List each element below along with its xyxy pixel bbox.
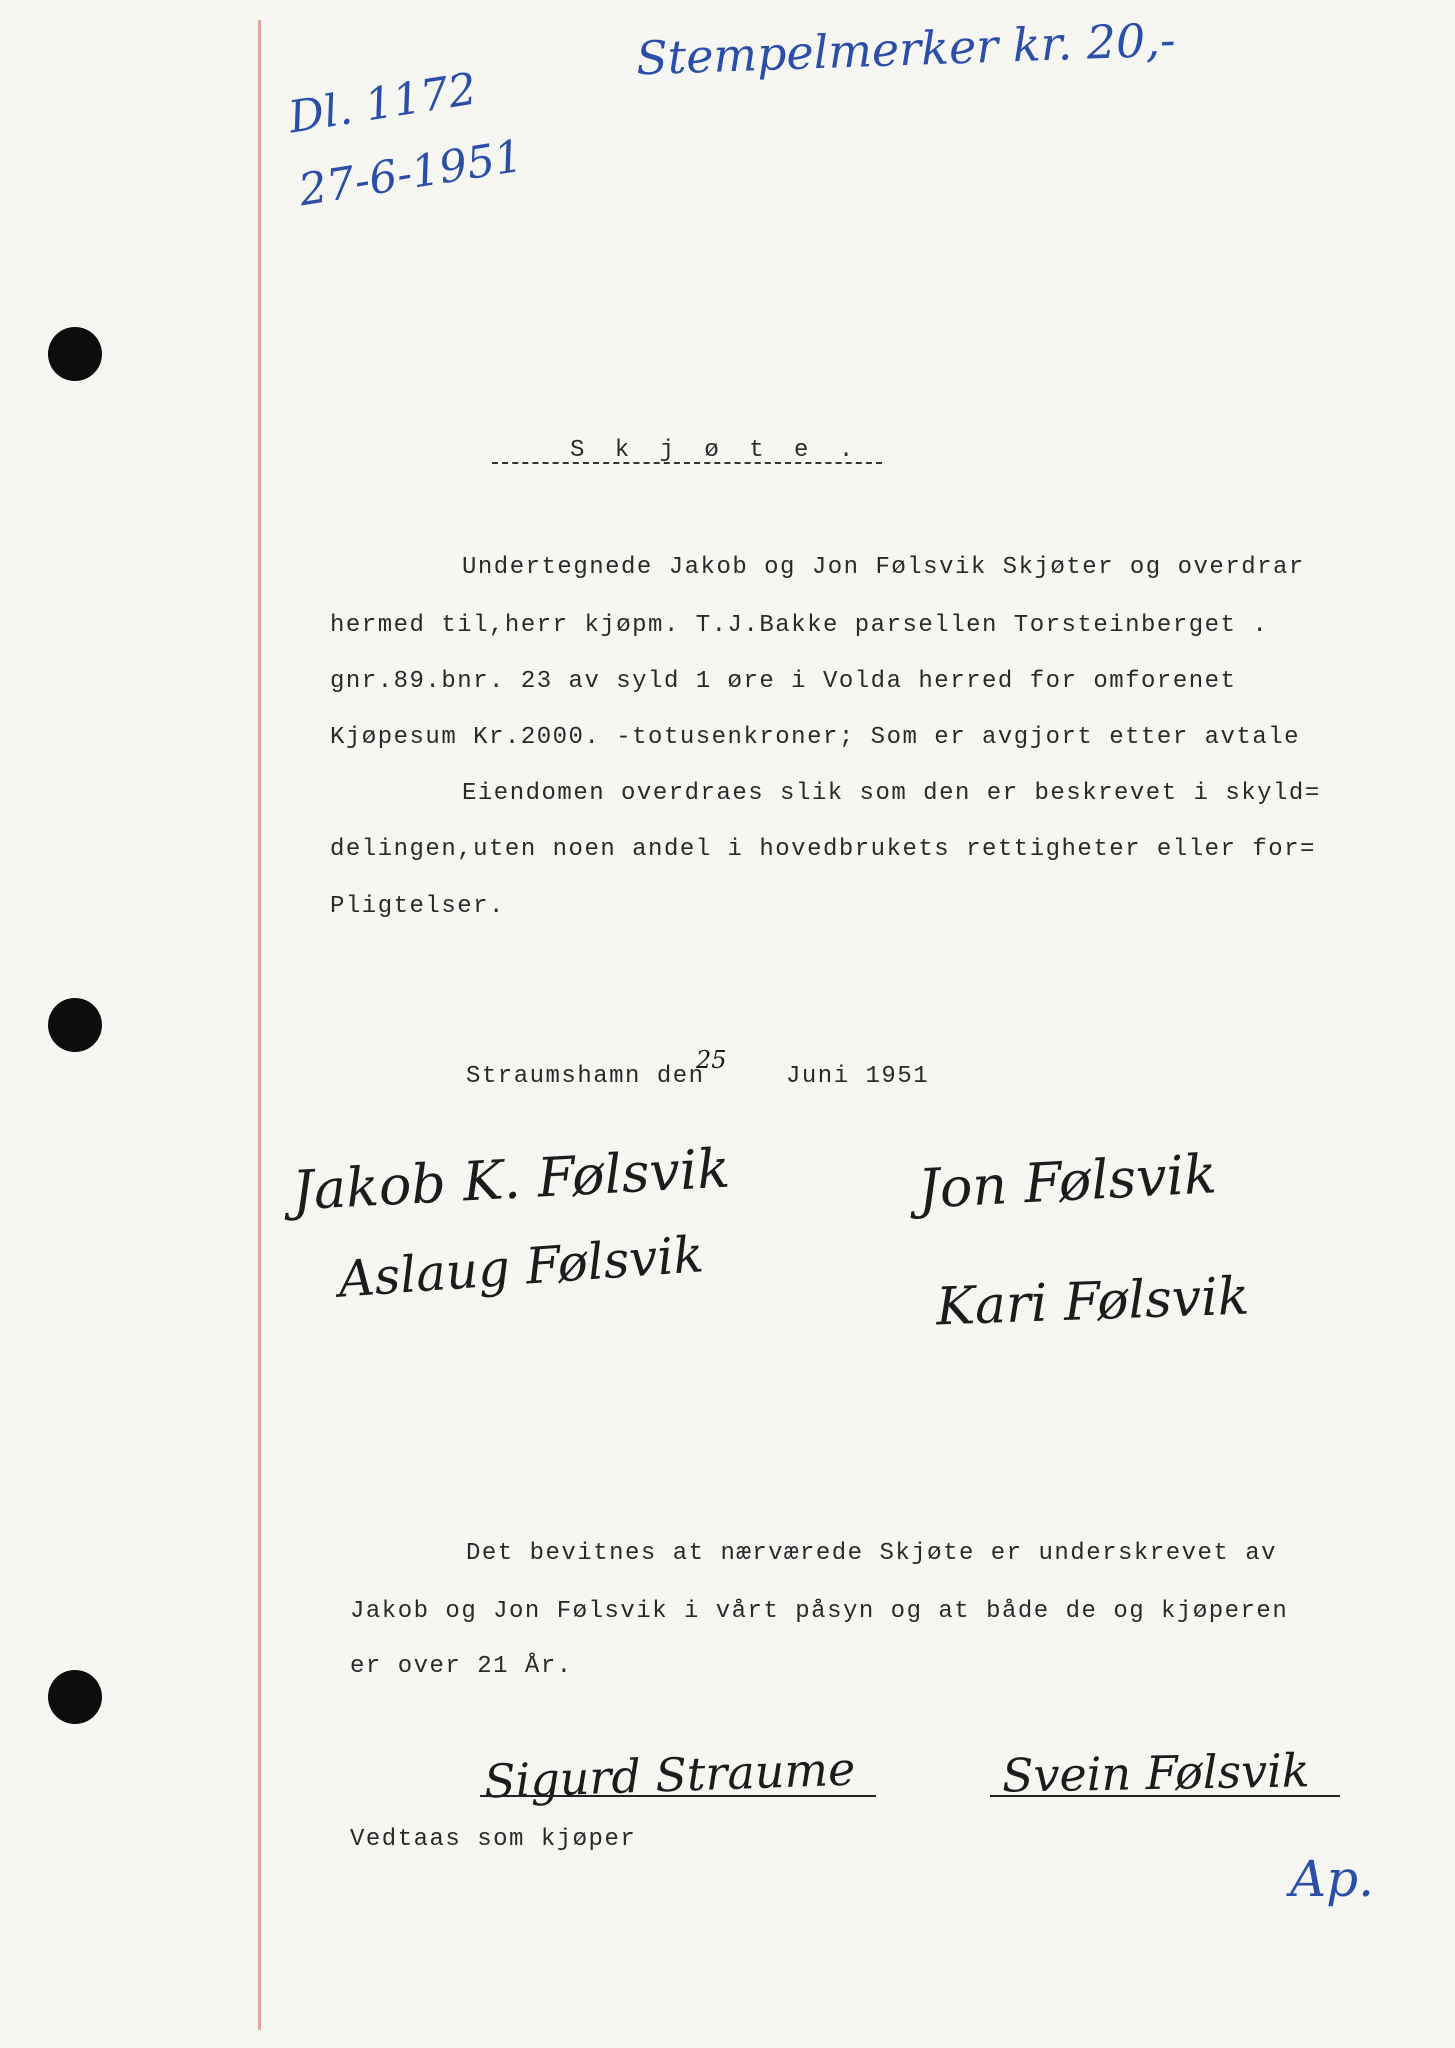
body-line-5: Eiendomen overdraes slik som den er beskrevet i skyld= xyxy=(462,780,1321,807)
title-underline xyxy=(492,462,882,464)
place-date-day: 25 xyxy=(696,1046,727,1074)
document-number-note: Dl. 1172 xyxy=(285,63,481,144)
witness-signature-2: Svein Følsvik xyxy=(1001,1743,1311,1803)
body-line-4: Kjøpesum Kr.2000. -totusenkroner; Som er avgjort etter avtale xyxy=(330,724,1301,751)
punch-hole-top xyxy=(48,327,102,381)
witness-line-1: Det bevitnes at nærværede Skjøte er underskrevet av xyxy=(466,1540,1278,1567)
place-date-prefix: Straumshamn den xyxy=(466,1063,705,1090)
signature-jon: Jon Følsvik xyxy=(916,1142,1219,1221)
signature-jakob: Jakob K. Følsvik xyxy=(290,1136,732,1223)
witness-line-3: er over 21 År. xyxy=(350,1653,573,1680)
punch-hole-bottom xyxy=(48,1670,102,1724)
body-line-2: hermed til,herr kjøpm. T.J.Bakke parsellen Torsteinberget . xyxy=(330,612,1269,639)
witness-signature-2-line xyxy=(990,1795,1340,1797)
witness-signature-1: Sigurd Straume xyxy=(483,1741,857,1809)
margin-rule xyxy=(258,20,261,2030)
signature-kari: Kari Følsvik xyxy=(935,1266,1251,1338)
body-line-3: gnr.89.bnr. 23 av syld 1 øre i Volda herred for omforenet xyxy=(330,668,1237,695)
punch-hole-middle xyxy=(48,998,102,1052)
stamp-fee-note: Stempelmerker kr. 20,- xyxy=(635,12,1177,86)
body-line-7: Pligtelser. xyxy=(330,893,505,920)
document-title: S k j ø t e . xyxy=(570,437,862,464)
signature-aslaug: Aslaug Følsvik xyxy=(336,1225,706,1309)
body-line-1: Undertegnede Jakob og Jon Følsvik Skjøter og overdrar xyxy=(462,554,1305,581)
place-date-month-year: Juni 1951 xyxy=(786,1063,930,1090)
initials-note: Ap. xyxy=(1290,1850,1375,1908)
document-date-note: 27-6-1951 xyxy=(295,130,527,217)
body-line-6: delingen,uten noen andel i hovedbrukets rettigheter eller for= xyxy=(330,836,1316,863)
witness-signature-1-line xyxy=(480,1795,876,1797)
witness-line-2: Jakob og Jon Følsvik i vårt påsyn og at både de og kjøperen xyxy=(350,1598,1289,1625)
acceptance-line: Vedtaas som kjøper xyxy=(350,1826,637,1853)
